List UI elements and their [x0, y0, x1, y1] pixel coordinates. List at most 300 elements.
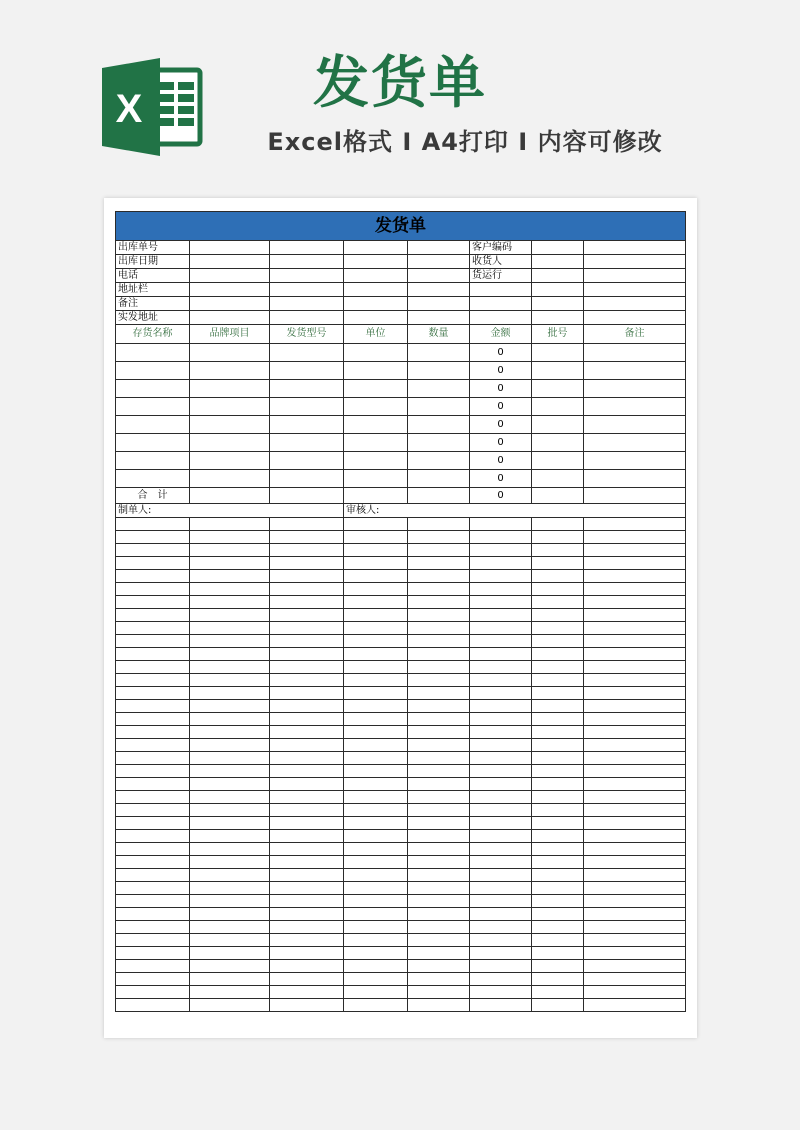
blank-cell[interactable]: [270, 934, 344, 947]
blank-cell[interactable]: [584, 817, 686, 830]
blank-cell[interactable]: [408, 635, 470, 648]
blank-cell[interactable]: [270, 908, 344, 921]
blank-cell[interactable]: [532, 999, 584, 1012]
blank-cell[interactable]: [190, 531, 270, 544]
blank-cell[interactable]: [532, 752, 584, 765]
blank-cell[interactable]: [116, 544, 190, 557]
blank-cell[interactable]: [190, 739, 270, 752]
blank-cell[interactable]: [190, 804, 270, 817]
blank-cell[interactable]: [190, 921, 270, 934]
blank-cell[interactable]: [584, 791, 686, 804]
blank-cell[interactable]: [116, 973, 190, 986]
info-value-cell[interactable]: [532, 283, 584, 297]
blank-cell[interactable]: [270, 544, 344, 557]
blank-cell[interactable]: [270, 739, 344, 752]
blank-cell[interactable]: [190, 830, 270, 843]
blank-cell[interactable]: [532, 518, 584, 531]
blank-cell[interactable]: [408, 830, 470, 843]
blank-cell[interactable]: [532, 804, 584, 817]
item-cell[interactable]: [270, 416, 344, 434]
amount-cell[interactable]: 0: [470, 380, 532, 398]
blank-cell[interactable]: [344, 518, 408, 531]
blank-cell[interactable]: [270, 726, 344, 739]
amount-cell[interactable]: 0: [470, 344, 532, 362]
blank-cell[interactable]: [584, 947, 686, 960]
blank-cell[interactable]: [190, 635, 270, 648]
blank-cell[interactable]: [470, 869, 532, 882]
info-value-cell[interactable]: [408, 255, 470, 269]
blank-cell[interactable]: [190, 752, 270, 765]
blank-cell[interactable]: [116, 531, 190, 544]
item-cell[interactable]: [270, 362, 344, 380]
blank-cell[interactable]: [116, 856, 190, 869]
blank-cell[interactable]: [532, 765, 584, 778]
info-value-cell[interactable]: [270, 255, 344, 269]
blank-cell[interactable]: [190, 856, 270, 869]
item-cell[interactable]: [532, 344, 584, 362]
blank-cell[interactable]: [584, 531, 686, 544]
blank-cell[interactable]: [116, 713, 190, 726]
blank-cell[interactable]: [584, 960, 686, 973]
item-cell[interactable]: [408, 416, 470, 434]
blank-cell[interactable]: [584, 557, 686, 570]
blank-cell[interactable]: [584, 882, 686, 895]
item-cell[interactable]: [408, 398, 470, 416]
blank-cell[interactable]: [470, 635, 532, 648]
item-cell[interactable]: [344, 452, 408, 470]
item-cell[interactable]: [190, 470, 270, 488]
item-cell[interactable]: [270, 452, 344, 470]
blank-cell[interactable]: [470, 557, 532, 570]
item-cell[interactable]: [408, 452, 470, 470]
blank-cell[interactable]: [344, 778, 408, 791]
blank-cell[interactable]: [344, 999, 408, 1012]
item-cell[interactable]: [116, 452, 190, 470]
blank-cell[interactable]: [408, 921, 470, 934]
blank-cell[interactable]: [344, 856, 408, 869]
blank-cell[interactable]: [270, 570, 344, 583]
info-value-cell[interactable]: [532, 241, 584, 255]
blank-cell[interactable]: [532, 583, 584, 596]
blank-cell[interactable]: [190, 570, 270, 583]
info-value-cell[interactable]: [408, 241, 470, 255]
blank-cell[interactable]: [190, 986, 270, 999]
blank-cell[interactable]: [408, 609, 470, 622]
blank-cell[interactable]: [470, 817, 532, 830]
blank-cell[interactable]: [408, 648, 470, 661]
blank-cell[interactable]: [190, 622, 270, 635]
item-cell[interactable]: [584, 470, 686, 488]
item-cell[interactable]: [116, 344, 190, 362]
blank-cell[interactable]: [408, 895, 470, 908]
blank-cell[interactable]: [408, 544, 470, 557]
item-cell[interactable]: [584, 362, 686, 380]
blank-cell[interactable]: [532, 609, 584, 622]
blank-cell[interactable]: [470, 674, 532, 687]
blank-cell[interactable]: [116, 726, 190, 739]
info-value-cell[interactable]: [344, 311, 408, 325]
blank-cell[interactable]: [116, 921, 190, 934]
blank-cell[interactable]: [190, 999, 270, 1012]
blank-cell[interactable]: [584, 778, 686, 791]
item-cell[interactable]: [532, 416, 584, 434]
info-value-cell[interactable]: [190, 283, 270, 297]
blank-cell[interactable]: [584, 830, 686, 843]
blank-cell[interactable]: [532, 531, 584, 544]
item-cell[interactable]: [584, 380, 686, 398]
blank-cell[interactable]: [344, 765, 408, 778]
item-cell[interactable]: [270, 434, 344, 452]
blank-cell[interactable]: [270, 778, 344, 791]
blank-cell[interactable]: [270, 557, 344, 570]
blank-cell[interactable]: [344, 648, 408, 661]
blank-cell[interactable]: [532, 921, 584, 934]
blank-cell[interactable]: [270, 596, 344, 609]
info-value-cell[interactable]: [344, 283, 408, 297]
item-cell[interactable]: [344, 344, 408, 362]
info-value-cell[interactable]: [190, 311, 270, 325]
item-cell[interactable]: [116, 434, 190, 452]
blank-cell[interactable]: [116, 700, 190, 713]
blank-cell[interactable]: [408, 752, 470, 765]
blank-cell[interactable]: [408, 557, 470, 570]
item-cell[interactable]: [344, 470, 408, 488]
info-value-cell[interactable]: [344, 255, 408, 269]
blank-cell[interactable]: [470, 934, 532, 947]
blank-cell[interactable]: [344, 700, 408, 713]
item-cell[interactable]: [270, 344, 344, 362]
blank-cell[interactable]: [470, 739, 532, 752]
blank-cell[interactable]: [344, 817, 408, 830]
blank-cell[interactable]: [116, 986, 190, 999]
blank-cell[interactable]: [344, 713, 408, 726]
blank-cell[interactable]: [408, 739, 470, 752]
amount-cell[interactable]: 0: [470, 470, 532, 488]
blank-cell[interactable]: [532, 544, 584, 557]
blank-cell[interactable]: [190, 518, 270, 531]
blank-cell[interactable]: [532, 687, 584, 700]
blank-cell[interactable]: [190, 947, 270, 960]
info-value-cell[interactable]: [408, 283, 470, 297]
blank-cell[interactable]: [344, 726, 408, 739]
blank-cell[interactable]: [584, 739, 686, 752]
blank-cell[interactable]: [344, 622, 408, 635]
blank-cell[interactable]: [470, 726, 532, 739]
blank-cell[interactable]: [270, 856, 344, 869]
blank-cell[interactable]: [532, 869, 584, 882]
item-cell[interactable]: [532, 452, 584, 470]
info-value-cell[interactable]: [584, 255, 686, 269]
blank-cell[interactable]: [408, 765, 470, 778]
blank-cell[interactable]: [470, 778, 532, 791]
blank-cell[interactable]: [270, 622, 344, 635]
blank-cell[interactable]: [584, 700, 686, 713]
blank-cell[interactable]: [470, 921, 532, 934]
blank-cell[interactable]: [584, 934, 686, 947]
item-cell[interactable]: [344, 434, 408, 452]
blank-cell[interactable]: [584, 622, 686, 635]
blank-cell[interactable]: [270, 609, 344, 622]
blank-cell[interactable]: [470, 804, 532, 817]
blank-cell[interactable]: [408, 596, 470, 609]
blank-cell[interactable]: [116, 518, 190, 531]
info-value-cell[interactable]: [408, 297, 470, 311]
blank-cell[interactable]: [470, 999, 532, 1012]
item-cell[interactable]: [584, 398, 686, 416]
blank-cell[interactable]: [190, 869, 270, 882]
blank-cell[interactable]: [116, 947, 190, 960]
blank-cell[interactable]: [470, 895, 532, 908]
blank-cell[interactable]: [408, 882, 470, 895]
blank-cell[interactable]: [470, 947, 532, 960]
item-cell[interactable]: [532, 434, 584, 452]
blank-cell[interactable]: [470, 960, 532, 973]
blank-cell[interactable]: [116, 661, 190, 674]
blank-cell[interactable]: [190, 661, 270, 674]
item-cell[interactable]: [532, 362, 584, 380]
blank-cell[interactable]: [116, 778, 190, 791]
blank-cell[interactable]: [470, 713, 532, 726]
blank-cell[interactable]: [408, 583, 470, 596]
blank-cell[interactable]: [116, 843, 190, 856]
blank-cell[interactable]: [344, 752, 408, 765]
blank-cell[interactable]: [190, 674, 270, 687]
blank-cell[interactable]: [270, 661, 344, 674]
blank-cell[interactable]: [470, 661, 532, 674]
blank-cell[interactable]: [470, 908, 532, 921]
blank-cell[interactable]: [584, 687, 686, 700]
blank-cell[interactable]: [190, 908, 270, 921]
blank-cell[interactable]: [470, 752, 532, 765]
blank-cell[interactable]: [532, 960, 584, 973]
blank-cell[interactable]: [270, 830, 344, 843]
blank-cell[interactable]: [532, 778, 584, 791]
amount-cell[interactable]: 0: [470, 416, 532, 434]
blank-cell[interactable]: [116, 609, 190, 622]
blank-cell[interactable]: [344, 830, 408, 843]
item-cell[interactable]: [190, 398, 270, 416]
blank-cell[interactable]: [116, 622, 190, 635]
blank-cell[interactable]: [270, 999, 344, 1012]
blank-cell[interactable]: [470, 687, 532, 700]
info-value-cell[interactable]: [532, 269, 584, 283]
blank-cell[interactable]: [584, 908, 686, 921]
blank-cell[interactable]: [190, 544, 270, 557]
item-cell[interactable]: [270, 398, 344, 416]
blank-cell[interactable]: [470, 700, 532, 713]
blank-cell[interactable]: [584, 921, 686, 934]
item-cell[interactable]: [584, 434, 686, 452]
blank-cell[interactable]: [532, 700, 584, 713]
item-cell[interactable]: [190, 452, 270, 470]
item-cell[interactable]: [408, 434, 470, 452]
blank-cell[interactable]: [270, 882, 344, 895]
blank-cell[interactable]: [408, 726, 470, 739]
blank-cell[interactable]: [408, 622, 470, 635]
info-value-cell[interactable]: [344, 241, 408, 255]
blank-cell[interactable]: [190, 960, 270, 973]
blank-cell[interactable]: [408, 700, 470, 713]
item-cell[interactable]: [116, 380, 190, 398]
item-cell[interactable]: [584, 452, 686, 470]
blank-cell[interactable]: [584, 895, 686, 908]
blank-cell[interactable]: [270, 986, 344, 999]
blank-cell[interactable]: [532, 622, 584, 635]
blank-cell[interactable]: [470, 583, 532, 596]
blank-cell[interactable]: [408, 661, 470, 674]
item-cell[interactable]: [344, 362, 408, 380]
blank-cell[interactable]: [470, 830, 532, 843]
blank-cell[interactable]: [190, 778, 270, 791]
blank-cell[interactable]: [116, 570, 190, 583]
blank-cell[interactable]: [532, 908, 584, 921]
blank-cell[interactable]: [584, 570, 686, 583]
blank-cell[interactable]: [408, 531, 470, 544]
blank-cell[interactable]: [532, 895, 584, 908]
blank-cell[interactable]: [190, 934, 270, 947]
blank-cell[interactable]: [470, 570, 532, 583]
item-cell[interactable]: [532, 470, 584, 488]
blank-cell[interactable]: [532, 973, 584, 986]
blank-cell[interactable]: [270, 960, 344, 973]
blank-cell[interactable]: [408, 778, 470, 791]
blank-cell[interactable]: [584, 518, 686, 531]
blank-cell[interactable]: [116, 830, 190, 843]
blank-cell[interactable]: [584, 609, 686, 622]
blank-cell[interactable]: [408, 908, 470, 921]
item-cell[interactable]: [270, 470, 344, 488]
item-cell[interactable]: [190, 344, 270, 362]
item-cell[interactable]: [344, 380, 408, 398]
blank-cell[interactable]: [344, 960, 408, 973]
blank-cell[interactable]: [584, 635, 686, 648]
blank-cell[interactable]: [344, 661, 408, 674]
blank-cell[interactable]: [344, 596, 408, 609]
blank-cell[interactable]: [190, 895, 270, 908]
blank-cell[interactable]: [344, 934, 408, 947]
blank-cell[interactable]: [344, 583, 408, 596]
blank-cell[interactable]: [470, 843, 532, 856]
blank-cell[interactable]: [532, 739, 584, 752]
blank-cell[interactable]: [344, 986, 408, 999]
blank-cell[interactable]: [408, 973, 470, 986]
blank-cell[interactable]: [190, 973, 270, 986]
blank-cell[interactable]: [584, 583, 686, 596]
blank-cell[interactable]: [190, 648, 270, 661]
blank-cell[interactable]: [532, 557, 584, 570]
blank-cell[interactable]: [470, 544, 532, 557]
blank-cell[interactable]: [532, 713, 584, 726]
blank-cell[interactable]: [190, 713, 270, 726]
blank-cell[interactable]: [116, 791, 190, 804]
blank-cell[interactable]: [470, 622, 532, 635]
blank-cell[interactable]: [116, 739, 190, 752]
blank-cell[interactable]: [344, 947, 408, 960]
info-value-cell[interactable]: [270, 241, 344, 255]
blank-cell[interactable]: [470, 609, 532, 622]
blank-cell[interactable]: [408, 804, 470, 817]
blank-cell[interactable]: [408, 869, 470, 882]
blank-cell[interactable]: [344, 843, 408, 856]
info-value-cell[interactable]: [190, 241, 270, 255]
blank-cell[interactable]: [584, 973, 686, 986]
blank-cell[interactable]: [470, 986, 532, 999]
blank-cell[interactable]: [116, 869, 190, 882]
blank-cell[interactable]: [408, 791, 470, 804]
blank-cell[interactable]: [584, 804, 686, 817]
blank-cell[interactable]: [116, 817, 190, 830]
blank-cell[interactable]: [270, 713, 344, 726]
item-cell[interactable]: [532, 398, 584, 416]
blank-cell[interactable]: [116, 999, 190, 1012]
blank-cell[interactable]: [270, 674, 344, 687]
blank-cell[interactable]: [116, 882, 190, 895]
blank-cell[interactable]: [532, 791, 584, 804]
blank-cell[interactable]: [532, 986, 584, 999]
blank-cell[interactable]: [584, 661, 686, 674]
item-cell[interactable]: [190, 380, 270, 398]
blank-cell[interactable]: [190, 557, 270, 570]
info-value-cell[interactable]: [532, 255, 584, 269]
info-value-cell[interactable]: [584, 297, 686, 311]
blank-cell[interactable]: [584, 869, 686, 882]
blank-cell[interactable]: [584, 544, 686, 557]
blank-cell[interactable]: [470, 648, 532, 661]
amount-cell[interactable]: 0: [470, 434, 532, 452]
blank-cell[interactable]: [344, 544, 408, 557]
blank-cell[interactable]: [270, 843, 344, 856]
amount-cell[interactable]: 0: [470, 398, 532, 416]
info-value-cell[interactable]: [270, 283, 344, 297]
info-value-cell[interactable]: [584, 283, 686, 297]
blank-cell[interactable]: [532, 843, 584, 856]
blank-cell[interactable]: [584, 843, 686, 856]
blank-cell[interactable]: [470, 882, 532, 895]
blank-cell[interactable]: [408, 986, 470, 999]
item-cell[interactable]: [116, 362, 190, 380]
blank-cell[interactable]: [532, 817, 584, 830]
blank-cell[interactable]: [470, 518, 532, 531]
info-value-cell[interactable]: [190, 269, 270, 283]
blank-cell[interactable]: [344, 570, 408, 583]
blank-cell[interactable]: [408, 856, 470, 869]
blank-cell[interactable]: [270, 752, 344, 765]
blank-cell[interactable]: [116, 648, 190, 661]
info-value-cell[interactable]: [584, 311, 686, 325]
blank-cell[interactable]: [190, 609, 270, 622]
blank-cell[interactable]: [270, 648, 344, 661]
blank-cell[interactable]: [408, 674, 470, 687]
item-cell[interactable]: [116, 416, 190, 434]
item-cell[interactable]: [408, 380, 470, 398]
blank-cell[interactable]: [344, 921, 408, 934]
blank-cell[interactable]: [470, 765, 532, 778]
blank-cell[interactable]: [344, 609, 408, 622]
blank-cell[interactable]: [532, 635, 584, 648]
blank-cell[interactable]: [116, 557, 190, 570]
blank-cell[interactable]: [408, 934, 470, 947]
blank-cell[interactable]: [470, 791, 532, 804]
blank-cell[interactable]: [270, 817, 344, 830]
blank-cell[interactable]: [532, 856, 584, 869]
blank-cell[interactable]: [532, 648, 584, 661]
blank-cell[interactable]: [270, 518, 344, 531]
blank-cell[interactable]: [116, 765, 190, 778]
blank-cell[interactable]: [270, 947, 344, 960]
blank-cell[interactable]: [270, 921, 344, 934]
blank-cell[interactable]: [116, 752, 190, 765]
blank-cell[interactable]: [532, 947, 584, 960]
